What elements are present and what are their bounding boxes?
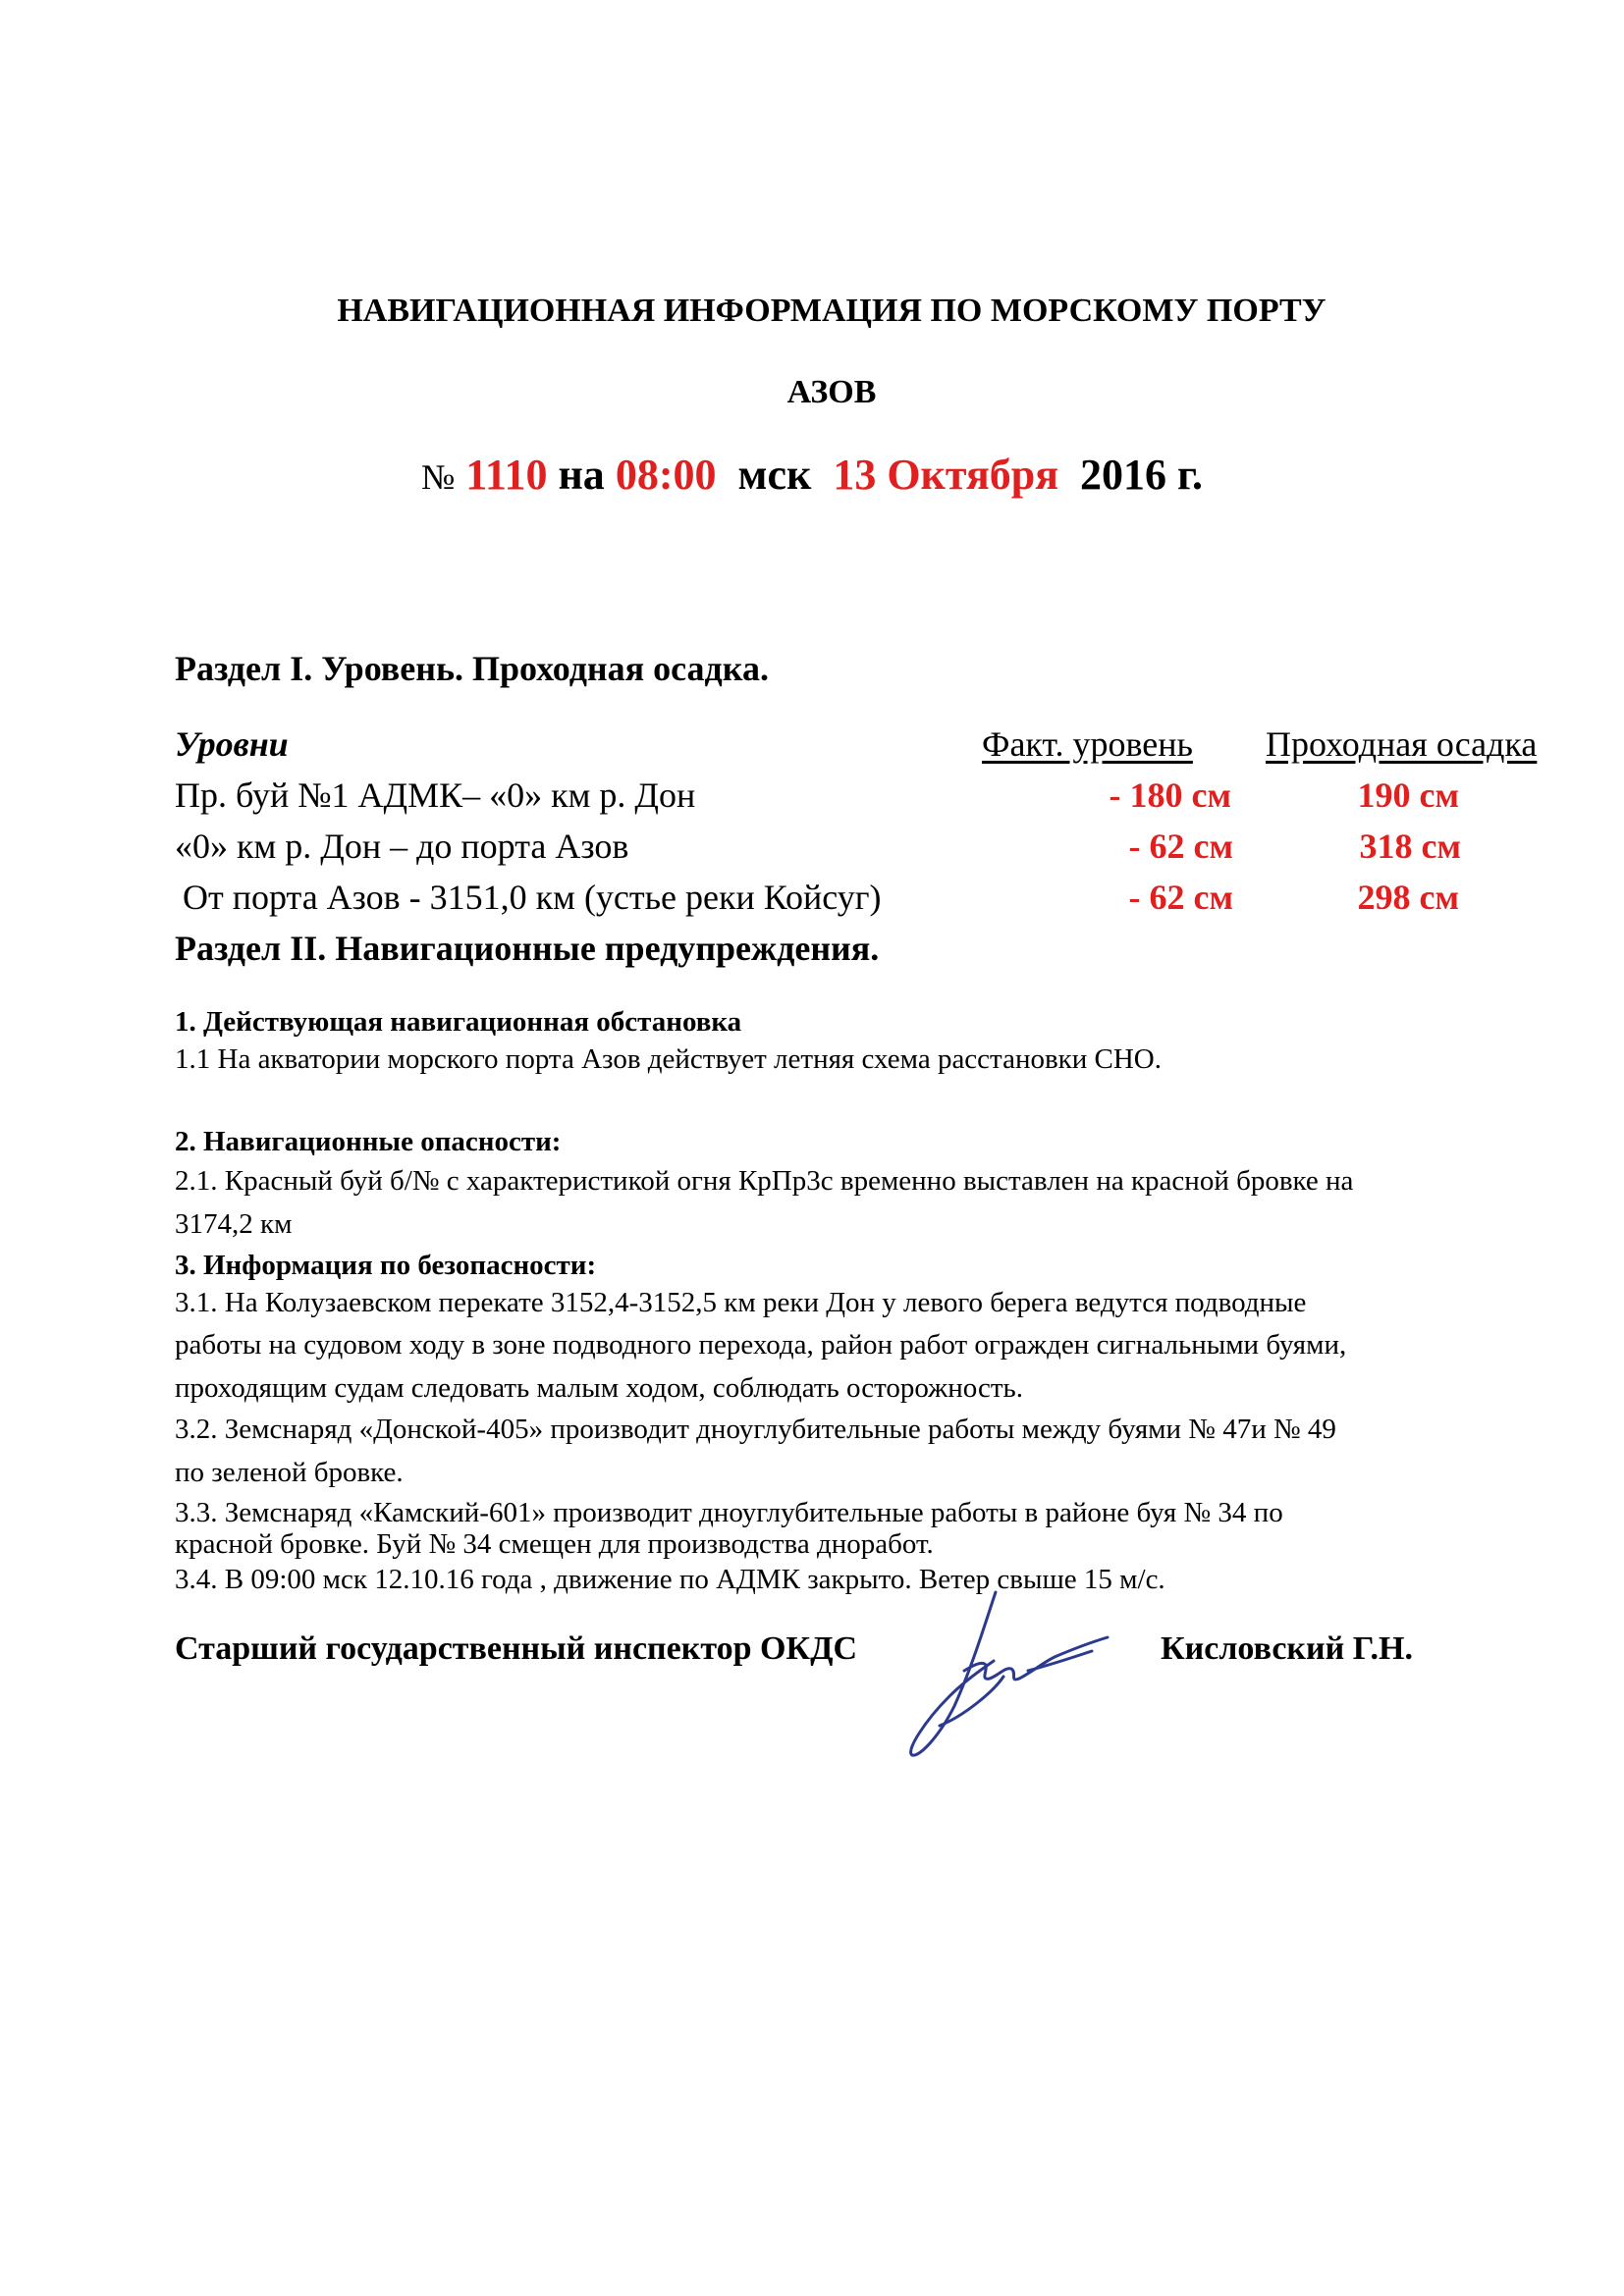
level-row-fact: - 180 см bbox=[1109, 775, 1231, 815]
paragraph-line: по зеленой бровке. bbox=[175, 1457, 404, 1488]
bulletin-time: 08:00 bbox=[615, 451, 717, 499]
document-title: НАВИГАЦИОННАЯ ИНФОРМАЦИЯ ПО МОРСКОМУ ПОРТУ bbox=[337, 293, 1326, 329]
number-sign: № bbox=[420, 457, 456, 497]
draft-column-header: Проходная осадка bbox=[1266, 724, 1538, 764]
paragraph-line: 3.3. Земснаряд «Камский-601» производит дноуглубительные работы в районе буя № 34 по bbox=[175, 1497, 1283, 1528]
paragraph-line: 3.2. Земснаряд «Донской-405» производит дноуглубительные работы между буями № 47и № 49 bbox=[175, 1414, 1336, 1445]
msk-word: мск bbox=[737, 451, 812, 499]
bulletin-number-line bbox=[0, 450, 1624, 500]
bulletin-number: 1110 bbox=[465, 451, 548, 499]
paragraph-line: 2.1. Красный буй б/№ с характеристикой огня КрПр3с временно выставлен на красной бровке на bbox=[175, 1165, 1354, 1197]
signatory-position: Старший государственный инспектор ОКДС bbox=[175, 1630, 858, 1667]
bulletin-year: 2016 г. bbox=[1080, 451, 1204, 499]
section1-heading: Раздел I. Уровень. Проходная осадка. bbox=[175, 649, 769, 688]
subsection-heading: 3. Информация по безопасности: bbox=[175, 1250, 597, 1281]
level-row-draft: 318 см bbox=[1359, 827, 1461, 866]
paragraph-line: проходящим судам следовать малым ходом, соблюдать осторожность. bbox=[175, 1372, 1023, 1404]
paragraph-line: 1.1 На акватории морского порта Азов действует летняя схема расстановки СНО. bbox=[175, 1043, 1163, 1075]
paragraph-line: 3.4. В 09:00 мск 12.10.16 года , движение по АДМК закрыто. Ветер свыше 15 м/с. bbox=[175, 1564, 1165, 1595]
paragraph-line: работы на судовом ходу в зоне подводного перехода, район работ огражден сигнальными буями, bbox=[175, 1329, 1347, 1361]
level-row-draft: 298 см bbox=[1357, 878, 1459, 917]
level-row-fact: - 62 см bbox=[1128, 878, 1233, 917]
paragraph-line: красной бровке. Буй № 34 смещен для производства днoработ. bbox=[175, 1528, 934, 1560]
on-word: на bbox=[558, 451, 605, 499]
level-row-name: От порта Азов - 3151,0 км (устье реки Койсуг) bbox=[183, 878, 882, 917]
bulletin-date: 13 Октября bbox=[833, 451, 1059, 499]
paragraph-line: 3.1. На Колузаевском перекате 3152,4-3152,5 км реки Дон у левого берега ведутся подводные bbox=[175, 1287, 1307, 1318]
subsection-heading: 2. Навигационные опасности: bbox=[175, 1126, 562, 1157]
level-row-draft: 190 см bbox=[1357, 775, 1459, 815]
level-row-fact: - 62 см bbox=[1128, 827, 1233, 866]
level-row-name: «0» км р. Дон – до порта Азов bbox=[175, 827, 629, 866]
section2-heading: Раздел II. Навигационные предупреждения. bbox=[175, 929, 880, 968]
levels-column-header: Уровни bbox=[175, 724, 289, 764]
port-name: АЗОВ bbox=[786, 374, 877, 410]
fact-level-column-header: Факт. уровень bbox=[982, 724, 1193, 764]
subsection-heading: 1. Действующая навигационная обстановка bbox=[175, 1006, 742, 1038]
signatory-name: Кисловский Г.Н. bbox=[1161, 1630, 1413, 1667]
level-row-name: Пр. буй №1 АДМК– «0» км р. Дон bbox=[175, 775, 696, 815]
paragraph-line: 3174,2 км bbox=[175, 1208, 293, 1240]
handwritten-signature bbox=[895, 1588, 1151, 1765]
